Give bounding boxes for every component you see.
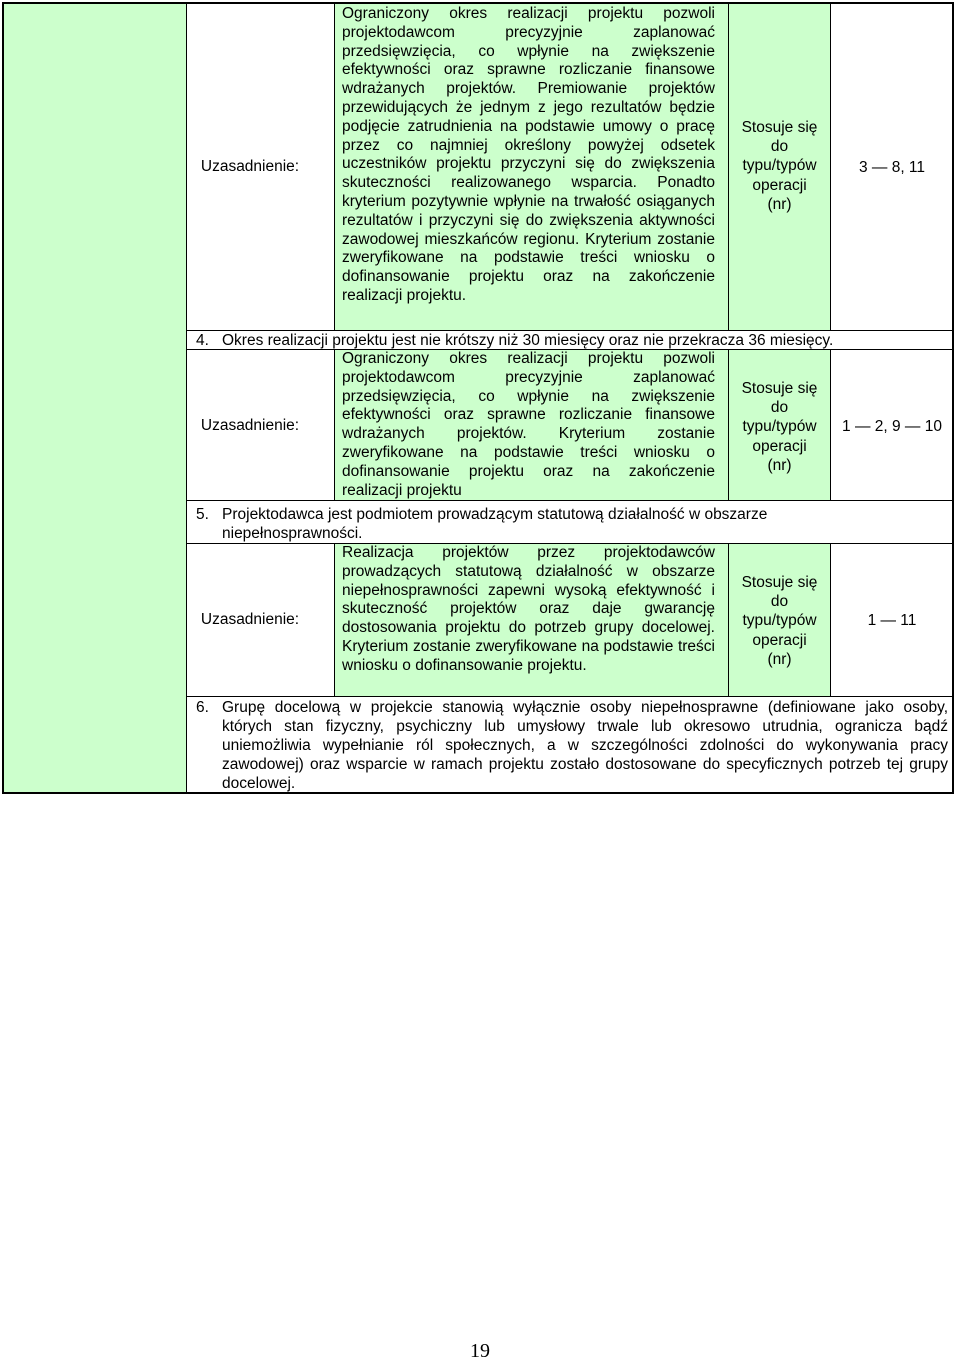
status-line: Stosuje się: [741, 574, 818, 591]
status-line: Stosuje się: [741, 119, 818, 136]
criterion-number: 5.: [196, 506, 209, 523]
status-line: typu/typów: [742, 157, 817, 175]
criterion-item: [196, 698, 948, 793]
justification-label: Uzasadnienie:: [200, 417, 300, 434]
status-line: do: [770, 138, 789, 156]
grid-line: [830, 4, 831, 330]
status-line: (nr): [767, 456, 792, 474]
criterion-item: [196, 331, 948, 350]
status-line: (nr): [767, 195, 792, 213]
status-line: do: [770, 399, 789, 417]
status-line: operacji: [752, 437, 807, 455]
justification-text: [342, 350, 715, 500]
criterion-number: 6.: [196, 699, 209, 716]
grid-line: [334, 4, 335, 330]
operation-type-range: 1 — 2, 9 — 10: [842, 418, 942, 435]
status-line: typu/typów: [742, 612, 817, 630]
grid-line: [728, 4, 729, 330]
justification-label: Uzasadnienie:: [200, 611, 300, 628]
applies-to-operation-type: [732, 573, 827, 669]
status-line: (nr): [767, 650, 792, 668]
status-line: operacji: [752, 631, 807, 649]
criterion-text: Grupę docelową w projekcie stanowią wyłącznie osoby niepełnosprawne (definiowane jako osoby, których stan fizyczny, psychiczny lub umysłowy trwale lub okresowo utrudnia, ogranicza bądź uniemożliwia wypełnianie ról społecznych, a w szczególności zdolności do wykonywania pracy zawodowej) oraz wsparcie w ramach projektu zostało dostosowane do specyficznych potrzeb tej grupy docelowej.: [222, 699, 948, 792]
criterion-number: 4.: [196, 332, 209, 349]
applies-to-operation-type: [732, 118, 827, 214]
left-margin-cell: [4, 4, 186, 792]
status-line: operacji: [752, 176, 807, 194]
criterion-text: Okres realizacji projektu jest nie krótszy niż 30 miesięcy oraz nie przekracza 36 miesięcy.: [222, 332, 834, 349]
operation-type-range: 3 — 8, 11: [858, 159, 926, 176]
grid-line: [830, 543, 831, 696]
criterion-item: [196, 505, 816, 543]
grid-line: [186, 696, 952, 697]
operation-type-range: 1 — 11: [867, 612, 917, 629]
page-number: 19: [470, 1340, 490, 1362]
justification-paragraph: Ograniczony okres realizacji projektu pozwoli projektodawcom precyzyjnie zaplanować przedsięwzięcia, co wpłynie na zwiększenie efektywności oraz sprawne rozliczanie finansowe wdrażanych projektów. Kryterium zostanie zweryfikowane na podstawie treści wniosku o dofinansowanie projektu oraz na zakończenie realizacji projektu: [342, 350, 715, 499]
justification-paragraph: Realizacja projektów przez projektodawców prowadzących statutową działalność w obszarze niepełnosprawności zapewni wysoką efektywność i skuteczność projektów oraz daje gwarancję dostosowania projektu do potrzeb grupy docelowej. Kryterium zostanie zweryfikowane na podstawie treści wniosku o dofinansowanie projektu.: [342, 544, 715, 674]
criterion-text: Projektodawca jest podmiotem prowadzącym statutową działalność w obszarze niepełnosprawności.: [222, 506, 768, 542]
grid-line: [334, 349, 335, 500]
grid-line: [728, 349, 729, 500]
justification-text: [342, 5, 715, 306]
grid-line: [186, 4, 187, 792]
status-line: typu/typów: [742, 418, 817, 436]
grid-line: [334, 543, 335, 696]
applies-to-operation-type: [732, 379, 827, 475]
grid-line: [728, 543, 729, 696]
justification-label: Uzasadnienie:: [200, 158, 300, 175]
status-line: Stosuje się: [741, 380, 818, 397]
justification-paragraph: Ograniczony okres realizacji projektu pozwoli projektodawcom precyzyjnie zaplanować przedsięwzięcia, co wpłynie na zwiększenie efektywności oraz sprawne rozliczanie finansowe wdrażanych projektów. Premiowanie projektów przewidujących że jednym z jego rezultatów będzie podjęcie zatrudnienia na podstawie umowy o pracę przez co najmniej określony powyżej odsetek uczestników projektu przyczyni się do zwiększenia skuteczności realizowanego wsparcia. Ponadto kryterium pozytywnie wpłynie na trwałość osiąganych rezultatów i przyczyni się do zwiększenia aktywności zawodowej mieszkańców regionu. Kryterium zostanie zweryfikowane na podstawie treści wniosku o dofinansowanie projektu oraz na zakończenie realizacji projektu.: [342, 5, 715, 304]
grid-line: [830, 349, 831, 500]
status-line: do: [770, 593, 789, 611]
justification-text: [342, 544, 715, 676]
